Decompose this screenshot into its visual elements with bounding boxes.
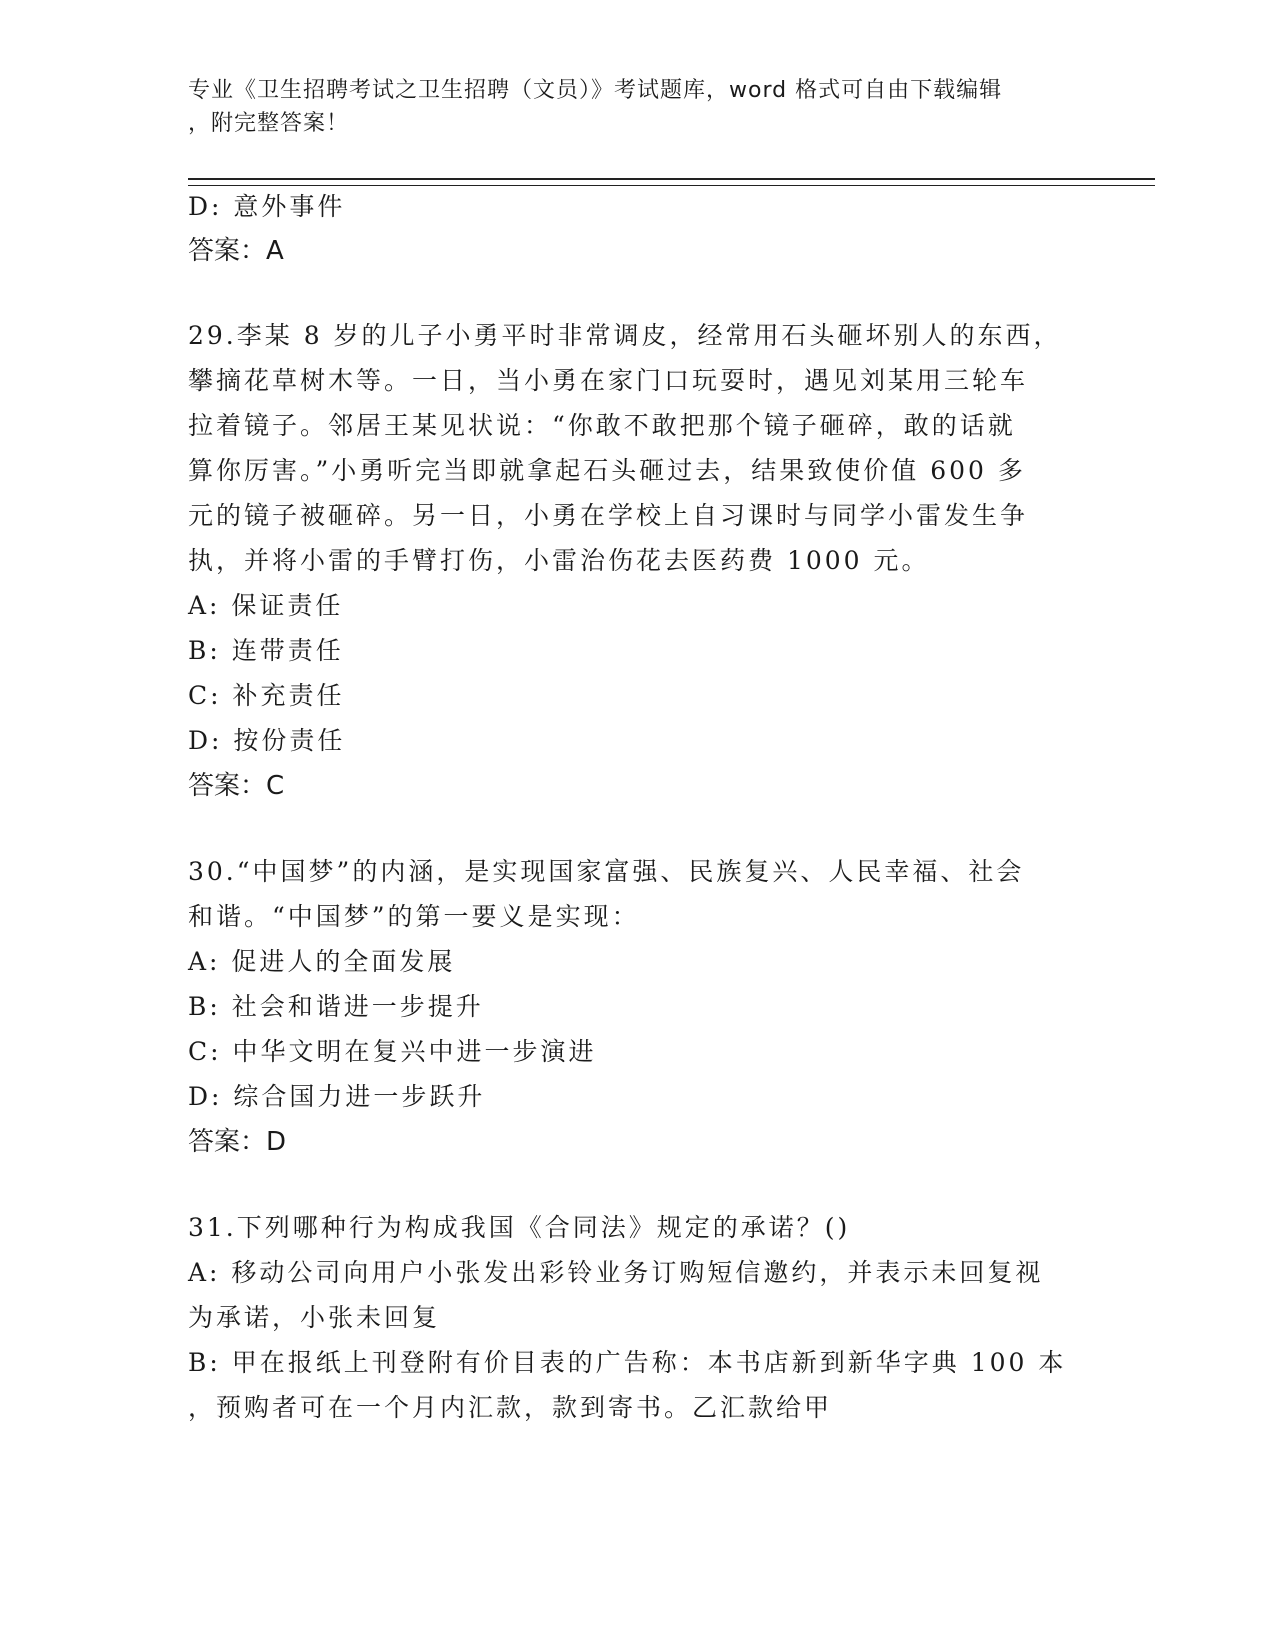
q31-option-a: A: 移动公司向用户小张发出彩铃业务订购短信邀约，并表示未回复视 <box>188 1258 1044 1287</box>
q28-answer: 答案：A <box>188 236 284 266</box>
header-line-2: ，附完整答案！ <box>188 111 350 136</box>
q30-option-d: D: 综合国力进一步跃升 <box>188 1082 486 1111</box>
q30-option-c: C: 中华文明在复兴中进一步演进 <box>188 1037 597 1066</box>
q29-text-line: 执，并将小雷的手臂打伤，小雷治伤花去医药费 1000 元。 <box>188 546 930 575</box>
q30-text-line: 30.“中国梦”的内涵，是实现国家富强、民族复兴、人民幸福、社会 <box>188 857 1025 886</box>
q29-text-line: 算你厉害。”小勇听完当即就拿起石头砸过去，结果致使价值 600 多 <box>188 456 1026 485</box>
q29-text-line: 攀摘花草树木等。一日，当小勇在家门口玩耍时，遇见刘某用三轮车 <box>188 366 1029 395</box>
header-line-1: 专业《卫生招聘考试之卫生招聘（文员）》考试题库，word 格式可自由下载编辑 <box>188 78 1003 103</box>
q28-option-d: D: 意外事件 <box>188 192 346 221</box>
q29-answer: 答案：C <box>188 771 285 801</box>
q29-option-c: C: 补充责任 <box>188 681 345 710</box>
q29-option-b: B: 连带责任 <box>188 636 344 665</box>
q29-option-d: D: 按份责任 <box>188 726 346 755</box>
q29-text-line: 元的镜子被砸碎。另一日，小勇在学校上自习课时与同学小雷发生争 <box>188 501 1029 530</box>
q29-text-line: 拉着镜子。邻居王某见状说：“你敢不敢把那个镜子砸碎，敢的话就 <box>188 411 1016 440</box>
q31-text-line: 31.下列哪种行为构成我国《合同法》规定的承诺？() <box>188 1213 851 1242</box>
header-divider <box>188 178 1155 186</box>
page-header <box>188 74 1068 140</box>
q30-option-b: B: 社会和谐进一步提升 <box>188 992 484 1021</box>
q30-text-line: 和谐。“中国梦”的第一要义是实现： <box>188 902 640 931</box>
q29-option-a: A: 保证责任 <box>188 591 344 620</box>
q29-text-line: 29.李某 8 岁的儿子小勇平时非常调皮，经常用石头砸坏别人的东西， <box>188 321 1062 350</box>
q31-option-b-cont: ，预购者可在一个月内汇款，款到寄书。乙汇款给甲 <box>188 1393 833 1422</box>
q31-option-a-cont: 为承诺，小张未回复 <box>188 1303 441 1332</box>
q30-option-a: A: 促进人的全面发展 <box>188 947 456 976</box>
q31-option-b: B: 甲在报纸上刊登附有价目表的广告称：本书店新到新华字典 100 本 <box>188 1348 1067 1377</box>
q30-answer: 答案：D <box>188 1127 287 1157</box>
